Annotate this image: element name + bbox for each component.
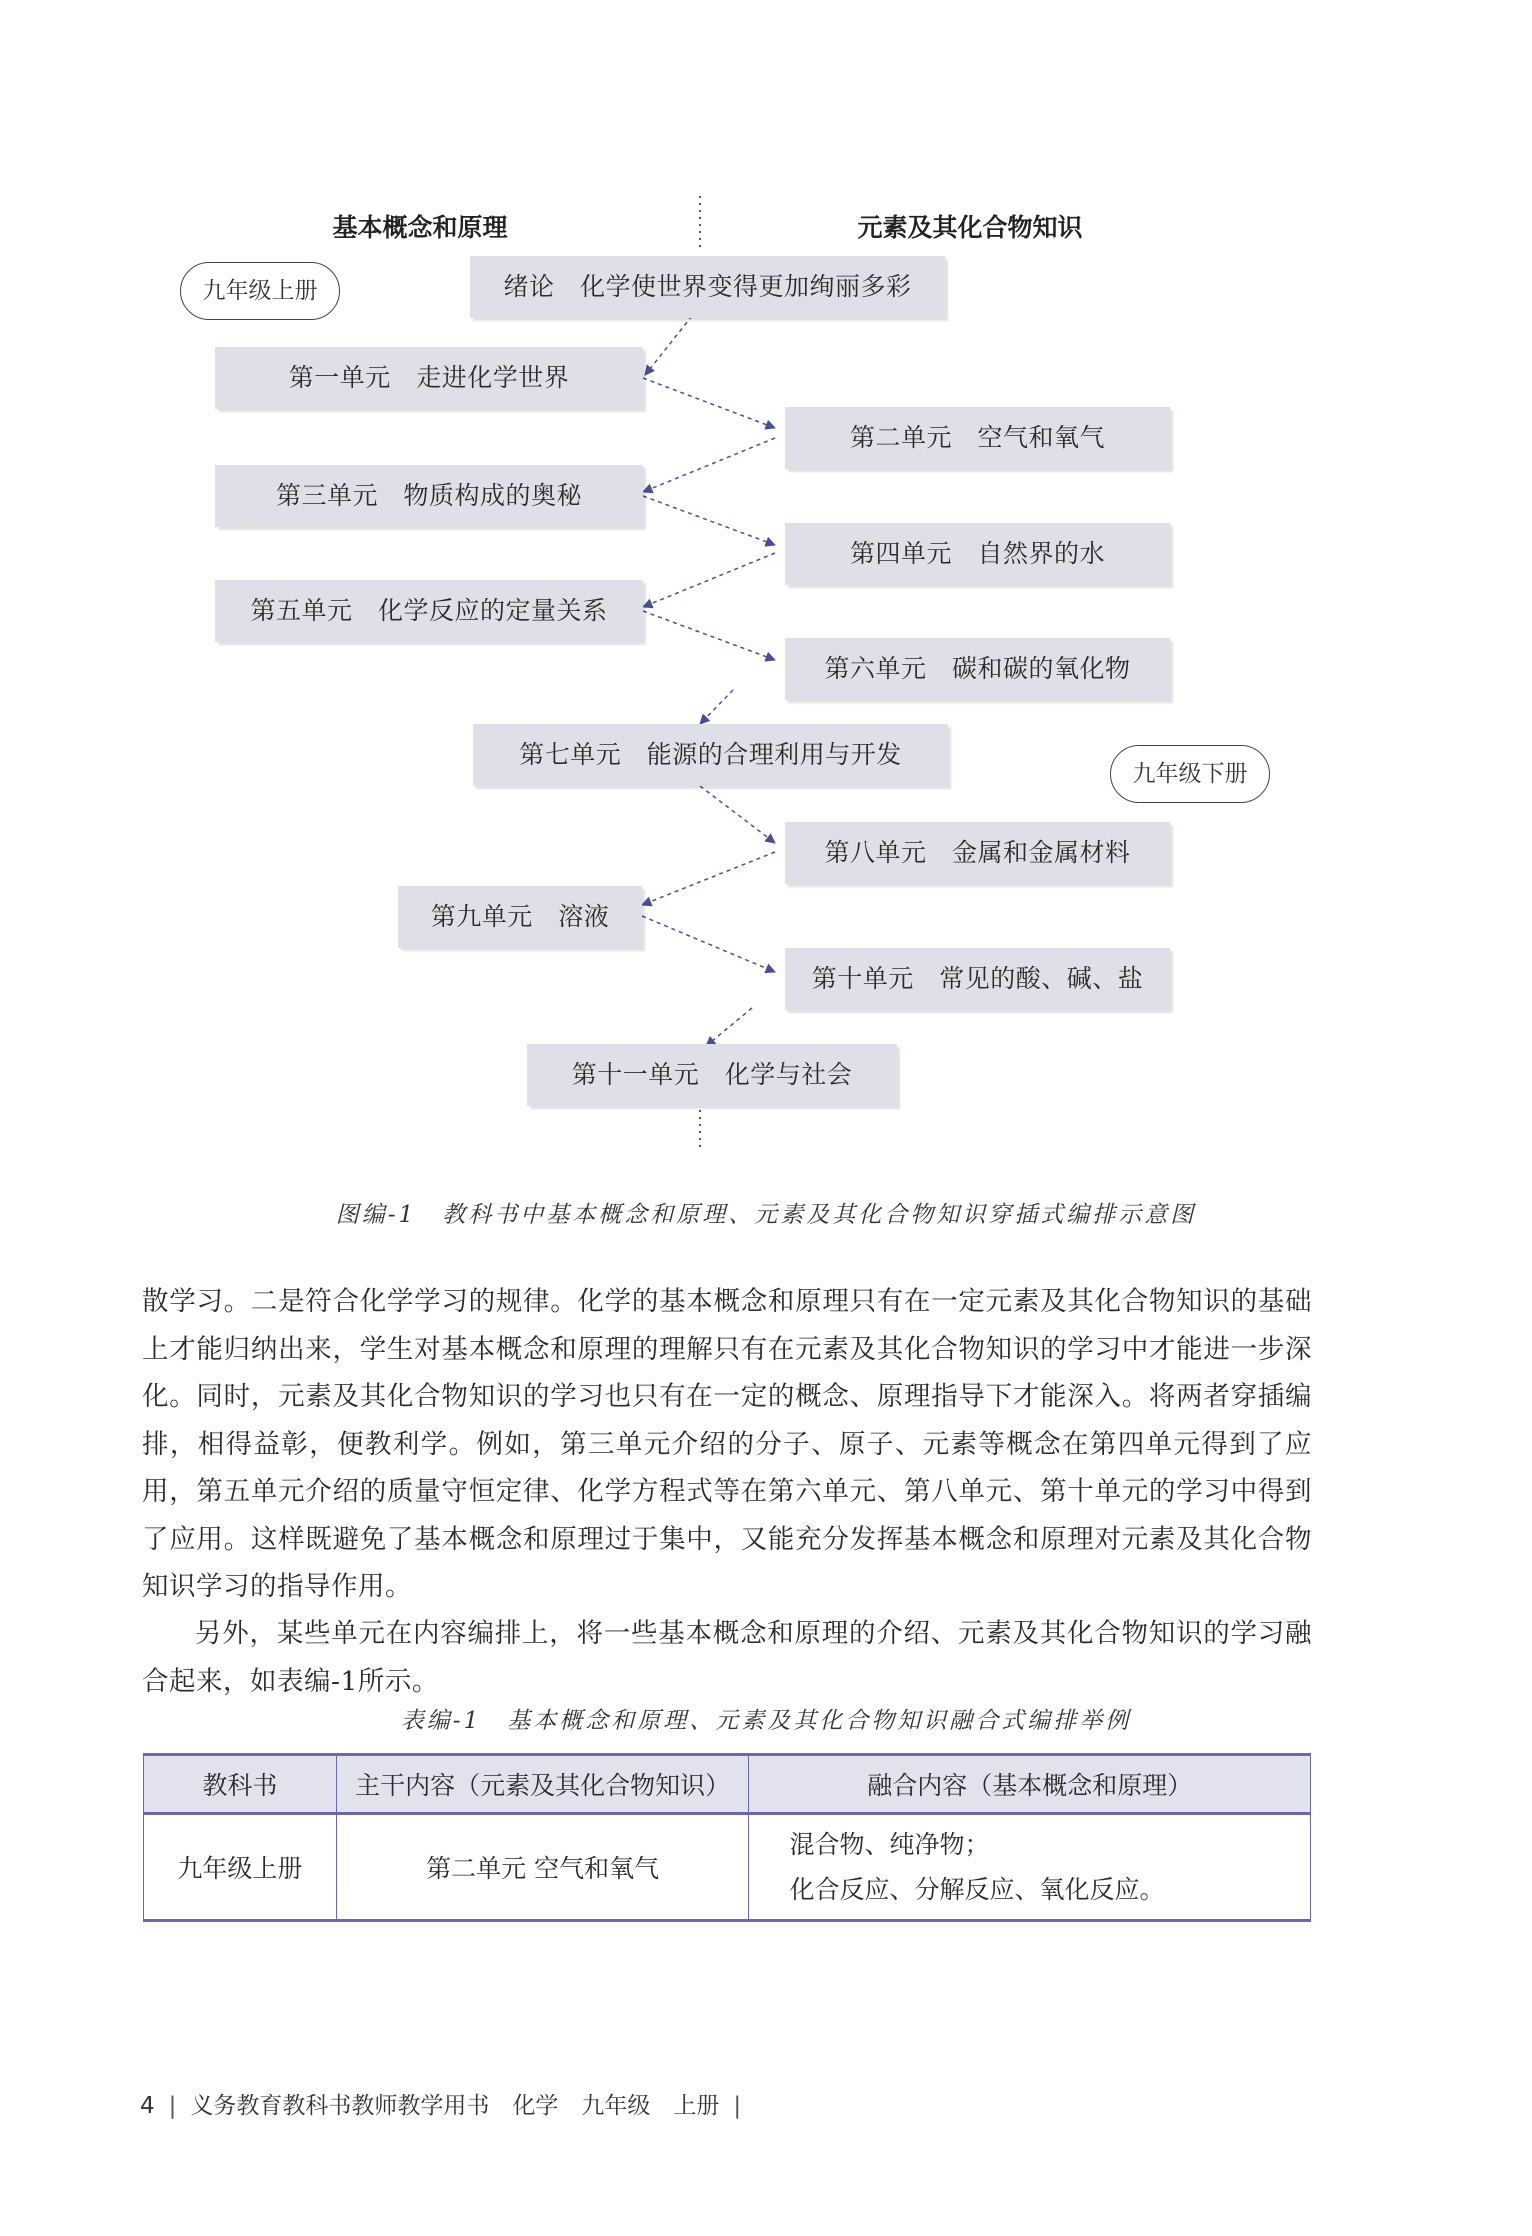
arrow-7-8 <box>700 786 775 843</box>
table-header-row <box>144 1755 1311 1814</box>
arrow-0-1 <box>645 316 692 375</box>
figure-caption: 图编-1 教科书中基本概念和原理、元素及其化合物知识穿插式编排示意图 <box>335 1202 1197 1228</box>
left-column-header: 基本概念和原理 <box>332 213 508 242</box>
cell-fusion <box>749 1814 1311 1921</box>
arrow-4-5 <box>643 553 775 607</box>
unit-box-2: 第二单元 空气和氧气 <box>785 407 1170 469</box>
unit-box-7: 第七单元 能源的合理利用与开发 <box>473 724 948 786</box>
right-column-header: 元素及其化合物知识 <box>857 213 1083 242</box>
unit-box-intro: 绪论 化学使世界变得更加绚丽多彩 <box>470 256 945 318</box>
arrow-2-3 <box>643 438 775 492</box>
cell-book: 九年级上册 <box>144 1814 337 1921</box>
arrow-5-6 <box>643 611 775 660</box>
unit-box-5: 第五单元 化学反应的定量关系 <box>215 580 643 642</box>
unit-box-11: 第十一单元 化学与社会 <box>527 1044 897 1106</box>
unit-box-8: 第八单元 金属和金属材料 <box>785 822 1170 884</box>
cell-main: 第二单元 空气和氧气 <box>336 1814 749 1921</box>
table-caption: 表编-1 基本概念和原理、元素及其化合物知识融合式编排举例 <box>400 1708 1132 1734</box>
unit-box-3: 第三单元 物质构成的奥秘 <box>215 465 643 527</box>
book-title: 义务教育教科书教师教学用书 化学 九年级 上册 <box>190 2093 720 2119</box>
arrow-1-2 <box>643 378 775 428</box>
unit-box-9: 第九单元 溶液 <box>398 886 642 948</box>
unit-box-10: 第十单元 常见的酸、碱、盐 <box>785 948 1170 1010</box>
page-footer <box>140 2087 755 2120</box>
page-number: 4 <box>140 2093 155 2119</box>
fusion-line-1: 混合物、纯净物； <box>789 1830 990 1859</box>
fusion-line-2: 化合反应、分解反应、氧化反应。 <box>789 1875 1165 1904</box>
grade-lower-label: 九年级下册 <box>1110 745 1270 803</box>
arrow-8-9 <box>642 852 775 905</box>
unit-box-4: 第四单元 自然界的水 <box>785 523 1170 585</box>
body-paragraph-1: 散学习。二是符合化学学习的规律。化学的基本概念和原理只有在一定元素及其化合物知识的基础上才能归纳出来，学生对基本概念和原理的理解只有在元素及其化合物知识的学习中才能进一步深化。同时，元素及其化合物知识的学习也只有在一定的概念、原理指导下才能深入。将两者穿插编排，相得益彰，便教利学。例如，第三单元介绍的分子、原子、元素等概念在第四单元得到了应用，第五单元介绍的质量守恒定律、化学方程式等在第六单元、第八单元、第十单元的学习中得到了应用。这样既避免了基本概念和原理过于集中，又能充分发挥基本概念和原理对元素及其化合物知识学习的指导作用。 <box>142 1286 1312 1602</box>
footer-separator-end: | <box>733 2093 742 2119</box>
arrow-10-11 <box>706 1008 752 1046</box>
table-row <box>144 1814 1311 1921</box>
arrow-9-10 <box>642 916 775 972</box>
arrow-6-7 <box>700 690 733 724</box>
header-main-content: 主干内容（元素及其化合物知识） <box>336 1755 749 1814</box>
unit-box-6: 第六单元 碳和碳的氧化物 <box>785 638 1170 700</box>
footer-separator: | <box>168 2093 177 2119</box>
header-textbook: 教科书 <box>144 1755 337 1814</box>
body-paragraph-2: 另外，某些单元在内容编排上，将一些基本概念和原理的介绍、元素及其化合物知识的学习融合起来，如表编-1所示。 <box>142 1618 1312 1697</box>
header-fusion-content: 融合内容（基本概念和原理） <box>749 1755 1311 1814</box>
grade-upper-label: 九年级上册 <box>180 262 340 320</box>
arrow-3-4 <box>643 496 775 545</box>
unit-box-1: 第一单元 走进化学世界 <box>215 347 643 409</box>
fusion-table <box>143 1753 1311 1922</box>
